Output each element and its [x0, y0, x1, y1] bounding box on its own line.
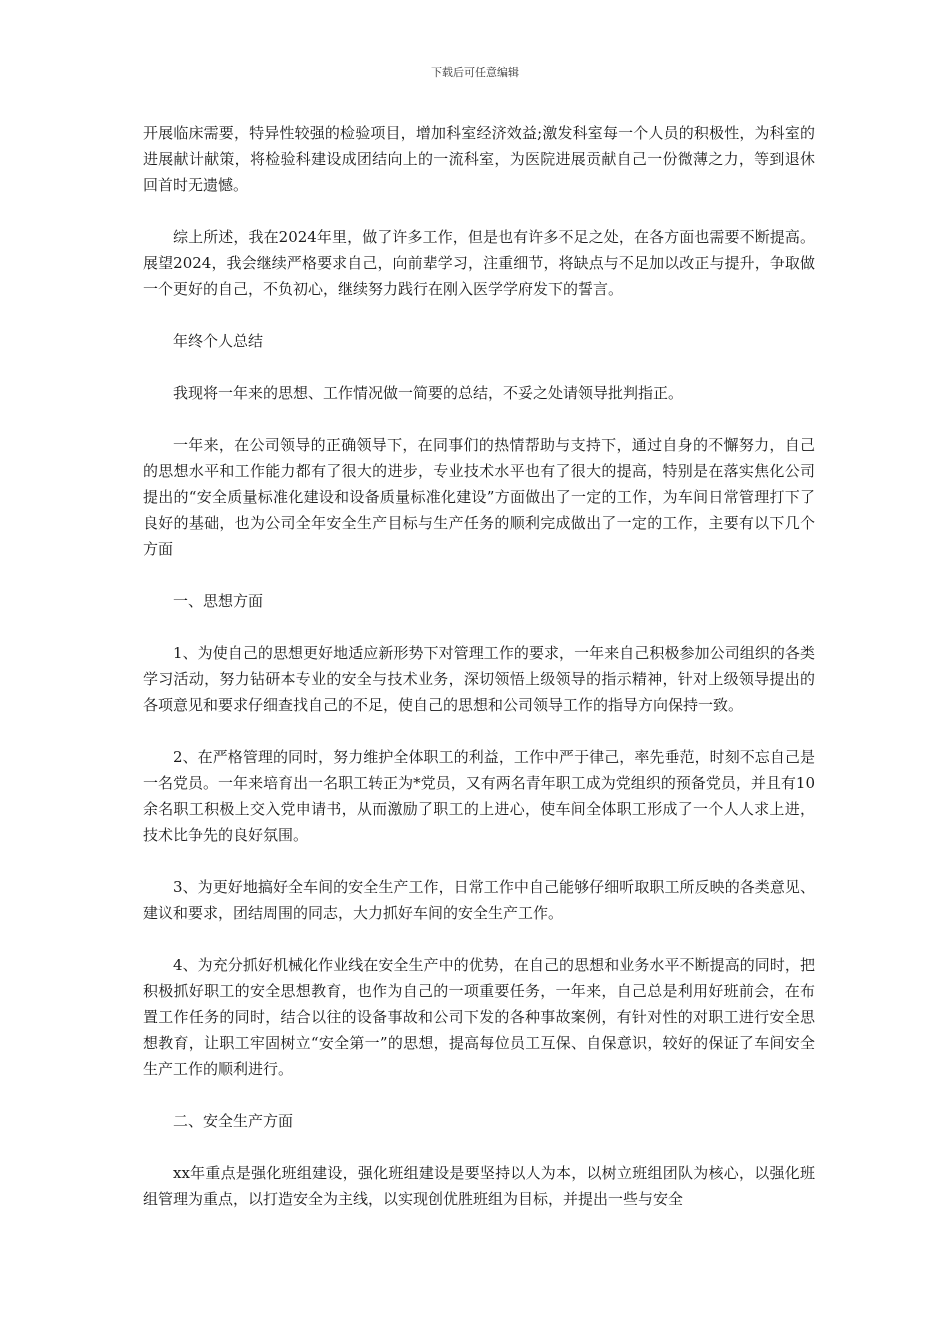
paragraph: 3、为更好地搞好全车间的安全生产工作，日常工作中自己能够仔细听取职工所反映的各类意见、建议和要求，团结周围的同志，大力抓好车间的安全生产工作。: [143, 878, 815, 922]
section-title: 年终个人总结: [173, 332, 264, 350]
paragraph: xx年重点是强化班组建设，强化班组建设是要坚持以人为本，以树立班组团队为核心，以强化班组管理为重点，以打造安全为主线，以实现创优胜班组为目标，并提出一些与安全: [143, 1164, 815, 1208]
document-body: [143, 120, 815, 1238]
paragraph: 4、为充分抓好机械化作业线在安全生产中的优势，在自己的思想和业务水平不断提高的同时，把积极抓好职工的安全思想教育，也作为自己的一项重要任务，一年来，自己总是利用好班前会，在布置工作任务的同时，结合以往的设备事故和公司下发的各种事故案例，有针对性的对职工进行安全思想教育，让职工牢固树立“安全第一”的思想，提高每位员工互保、自保意识，较好的保证了车间安全生产工作的顺利进行。: [143, 956, 815, 1078]
section-heading: 一、思想方面: [173, 592, 264, 610]
paragraph: 综上所述，我在2024年里，做了许多工作，但是也有许多不足之处，在各方面也需要不断提高。展望2024，我会继续严格要求自己，向前辈学习，注重细节，将缺点与不足加以改正与提升，争取做一个更好的自己，不负初心，继续努力践行在刚入医学学府发下的誓言。: [143, 228, 815, 298]
paragraph: 一年来，在公司领导的正确领导下，在同事们的热情帮助与支持下，通过自身的不懈努力，自己的思想水平和工作能力都有了很大的进步，专业技术水平也有了很大的提高，特别是在落实焦化公司提出的“安全质量标准化建设和设备质量标准化建设”方面做出了一定的工作，为车间日常管理打下了良好的基础，也为公司全年安全生产目标与生产任务的顺利完成做出了一定的工作，主要有以下几个方面: [143, 436, 815, 558]
paragraph: 1、为使自己的思想更好地适应新形势下对管理工作的要求，一年来自己积极参加公司组织的各类学习活动，努力钻研本专业的安全与技术业务，深切领悟上级领导的指示精神，针对上级领导提出的各项意见和要求仔细查找自己的不足，使自己的思想和公司领导工作的指导方向保持一致。: [143, 644, 815, 714]
page-header: 下载后可任意编辑: [431, 66, 519, 79]
paragraph: 开展临床需要，特异性较强的检验项目，增加科室经济效益;激发科室每一个人员的积极性，为科室的进展献计献策，将检验科建设成团结向上的一流科室，为医院进展贡献自己一份微薄之力，等到退休回首时无遗憾。: [143, 124, 815, 194]
paragraph: 2、在严格管理的同时，努力维护全体职工的利益，工作中严于律己，率先垂范，时刻不忘自己是一名党员。一年来培育出一名职工转正为*党员，又有两名青年职工成为党组织的预备党员，并且有10余名职工积极上交入党申请书，从而激励了职工的上进心，使车间全体职工形成了一个人人求上进，技术比争先的良好氛围。: [143, 748, 815, 844]
paragraph: 我现将一年来的思想、工作情况做一简要的总结，不妥之处请领导批判指正。: [173, 384, 684, 402]
section-heading: 二、安全生产方面: [173, 1112, 294, 1130]
